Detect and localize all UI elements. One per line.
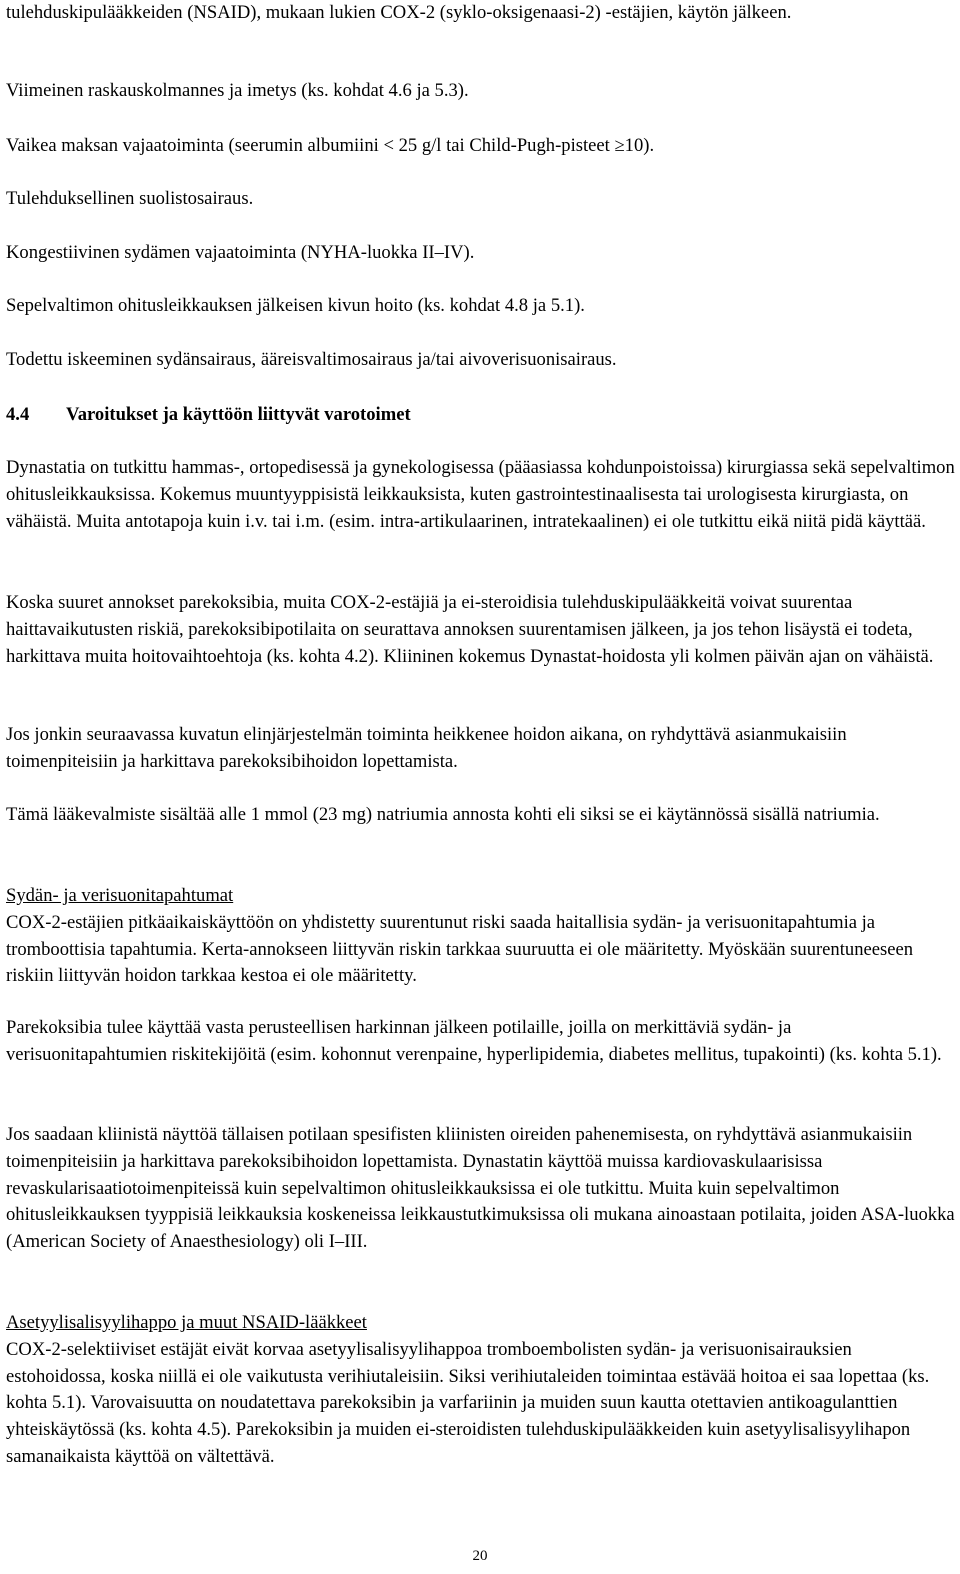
contraindication-item: Vaikea maksan vajaatoiminta (seerumin albumiini < 25 g/l tai Child-Pugh-pisteet ≥10).: [6, 135, 655, 156]
subsection-cardio: [6, 883, 956, 990]
contraindication-item: Kongestiivinen sydämen vajaatoiminta (NYHA-luokka II–IV).: [6, 242, 475, 263]
paragraph: Parekoksibia tulee käyttää vasta perusteellisen harkinnan jälkeen potilaille, joilla on merkittäviä sydän- ja verisuonitapahtumien riskitekijöitä (esim. kohonnut verenpaine, hyperlipidemia, diabetes mellitus, tupakointi) (ks. kohta 5.1).: [6, 1017, 942, 1065]
section-number: 4.4: [6, 404, 30, 425]
subsection-heading: Asetyylisalisyylihappo ja muut NSAID-lääkkeet: [6, 1312, 367, 1333]
subsection-heading: Sydän- ja verisuonitapahtumat: [6, 885, 234, 906]
contraindication-item: Viimeinen raskauskolmannes ja imetys (ks. kohdat 4.6 ja 5.3).: [6, 80, 469, 101]
paragraph: Tämä lääkevalmiste sisältää alle 1 mmol (23 mg) natriumia annosta kohti eli siksi se ei käytännössä sisällä natriumia.: [6, 804, 880, 825]
section-title: Varoitukset ja käyttöön liittyvät varotoimet: [66, 404, 411, 425]
contraindication-item: Todettu iskeeminen sydänsairaus, ääreisvaltimosairaus ja/tai aivoverisuonisairaus.: [6, 349, 617, 370]
subsection-aspirin: [6, 1310, 956, 1471]
section-heading: [6, 402, 411, 428]
contraindication-item: Sepelvaltimon ohitusleikkauksen jälkeisen kivun hoito (ks. kohdat 4.8 ja 5.1).: [6, 295, 585, 316]
page-number: 20: [472, 1548, 488, 1564]
paragraph: COX-2-selektiiviset estäjät eivät korvaa asetyylisalisyylihappoa tromboembolisten sydän- ja verisuonisairauksien estohoidossa, koska niillä ei ole vaikutusta verihiutaleisiin. Siksi verihiutaleiden toimintaa estävää hoitoa ei saa lopettaa (ks. kohta 5.1). Varovaisuutta on noudatettava parekoksibin ja varfariinin ja muiden suun kautta otettavien antikoagulanttien yhteiskäytössä (ks. kohta 4.5). Parekoksibin ja muiden ei-steroidisten tulehduskipulääkkeiden kuin asetyylisalisyylihapon samanaikaista käyttöä on vältettävä.: [6, 1338, 930, 1467]
paragraph: COX-2-estäjien pitkäaikaiskäyttöön on yhdistetty suurentunut riski saada haitallisia sydän- ja verisuonitapahtumia ja tromboottisia tapahtumia. Kerta-annokseen liittyvän riskin tarkkaa suuruutta ei ole määritetty. Myöskään suurentuneeseen riskiin liittyvän hoidon tarkkaa kestoa ei ole määritetty.: [6, 911, 914, 987]
paragraph: Jos saadaan kliinistä näyttöä tällaisen potilaan spesifisten kliinisten oireiden pahenemisesta, on ryhdyttävä asianmukaisiin toimenpiteisiin ja harkittava parekoksibihoidon lopettamista. Dynastatin käyttöä muissa kardiovaskulaarisissa revaskularisaatiotoimenpiteissä kuin sepelvaltimon ohitusleikkauksissa ei ole tutkittu. Muita kuin sepelvaltimon ohitusleikkauksen tyyppisiä leikkauksia koskeneissa leikkaustutkimuksissa oli mukana ainoastaan potilaita, joiden ASA-luokka (American Society of Anaesthesiology) oli I–III.: [6, 1124, 955, 1253]
paragraph: Jos jonkin seuraavassa kuvatun elinjärjestelmän toiminta heikkenee hoidon aikana, on ryhdyttävä asianmukaisiin toimenpiteisiin ja harkittava parekoksibihoidon lopettamista.: [6, 724, 847, 772]
contraindication-item: Tulehduksellinen suolistosairaus.: [6, 188, 254, 209]
paragraph: Dynastatia on tutkittu hammas-, ortopedisessä ja gynekologisessa (pääasiassa kohdunpoistoissa) kirurgiassa sekä sepelvaltimon ohitusleikkauksissa. Kokemus muuntyyppisistä leikkauksista, kuten gastrointestinaalisesta tai urologisesta kirurgiasta, on vähäistä. Muita antotapoja kuin i.v. tai i.m. (esim. intra-artikulaarinen, intratekaalinen) ei ole tutkittu eikä niitä pidä käyttää.: [6, 457, 955, 532]
paragraph: Koska suuret annokset parekoksibia, muita COX-2-estäjiä ja ei-steroidisia tulehduskipulääkkeitä voivat suurentaa haittavaikutusten riskiä, parekoksibipotilaita on seurattava annoksen suurentamisen jälkeen, ja jos tehon lisäystä ei todeta, harkittava muita hoitovaihtoehtoja (ks. kohta 4.2). Kliininen kokemus Dynastat-hoidosta yli kolmen päivän ajan on vähäistä.: [6, 592, 934, 667]
contraindication-continuation: tulehduskipulääkkeiden (NSAID), mukaan lukien COX-2 (syklo-oksigenaasi-2) -estäjien, käytön jälkeen.: [6, 2, 792, 23]
